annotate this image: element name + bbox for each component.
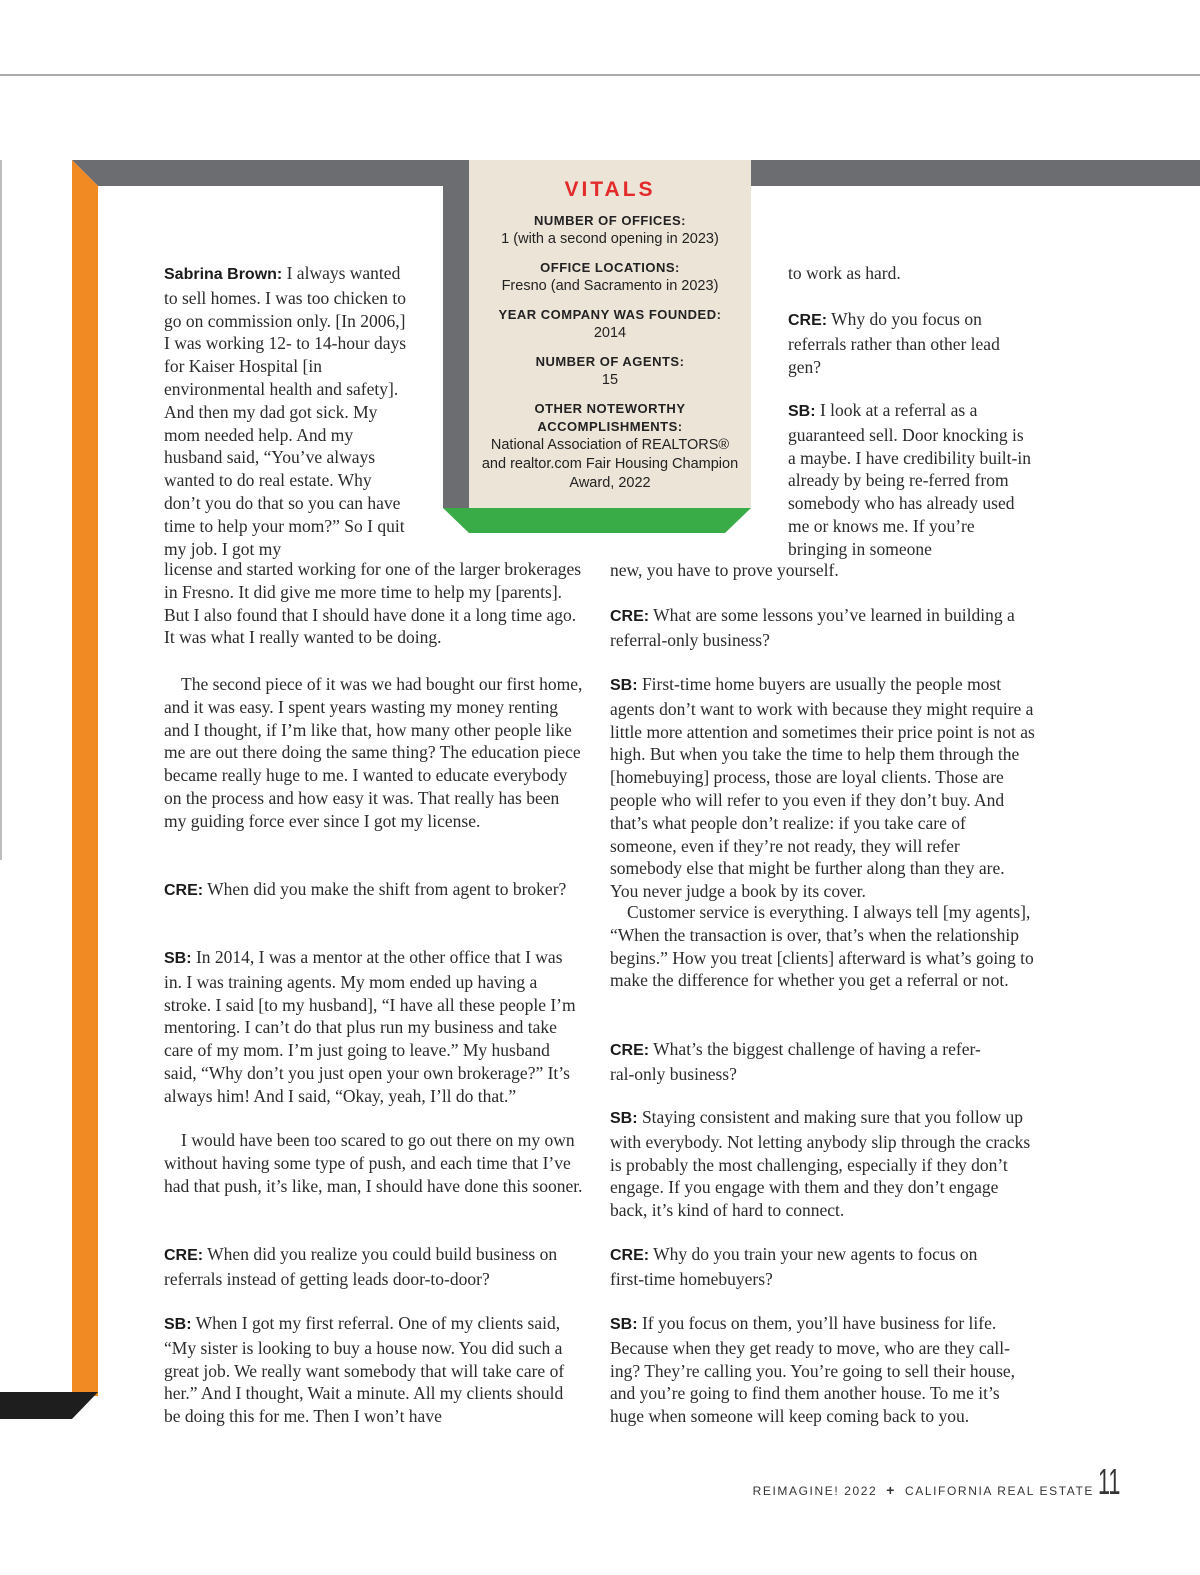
vitals-value: 1 (with a second opening in 2023) — [501, 231, 719, 247]
question-speaker: CRE: — [610, 608, 650, 625]
answer-speaker: SB: — [788, 403, 816, 420]
question-paragraph — [164, 1243, 584, 1291]
answer-speaker: SB: — [610, 1316, 638, 1333]
footer-publication: CALIFORNIA REAL ESTATE — [904, 1484, 1094, 1498]
intro-text-bottom: license and started working for one of the larger brokerages in Fresno. It did give me more time to help my [parents]. But I also found that I should have done it a long time ago. It was what I really wanted to be doing. — [164, 559, 582, 648]
answer-paragraph — [164, 946, 584, 1108]
answer-paragraph — [610, 1312, 1035, 1428]
question-speaker: CRE: — [164, 1247, 204, 1264]
question-paragraph — [610, 1038, 1000, 1086]
question-speaker: CRE: — [610, 1247, 650, 1264]
answer-continued: new, you have to prove yourself. — [610, 560, 839, 580]
answer-speaker: SB: — [164, 950, 192, 967]
frame-orange-strip — [72, 160, 98, 1396]
answer-text: Staying consistent and making sure that you follow up with everybody. Not letting anybody slip through the cracks is probably the most challenging, especially if they don’t engage. If you engage with them and they don’t engage back, it’s kind of hard to connect. — [610, 1107, 1031, 1221]
intro-paragraph-continued — [164, 558, 584, 649]
answer-speaker: SB: — [610, 677, 638, 694]
answer-text: First-time home buyers are usually the people most agents don’t want to work with because they might require a little more attention and sometimes their price point is not as high. But when you take the time to help them through the [homebuying] process, those are loyal clients. Those are people who will refer to you even if they don’t buy. And that’s what people don’t realize: if you take care of someone, even if they’re not ready, they will refer somebody else that might be further along than they are. You never judge a book by its cover. — [610, 674, 1035, 902]
answer-paragraph — [788, 399, 1034, 561]
question-text: Why do you focus on referrals rather than other lead gen? — [788, 309, 1000, 377]
page-footer — [753, 1480, 1094, 1500]
vitals-value: 15 — [601, 372, 619, 388]
question-paragraph — [610, 604, 1035, 652]
question-speaker: CRE: — [788, 312, 828, 329]
vitals-item — [469, 259, 751, 296]
question-paragraph — [164, 878, 584, 903]
vitals-item — [469, 212, 751, 249]
speaker-name: Sabrina Brown: — [164, 266, 283, 283]
answer-continued: to work as hard. — [788, 263, 901, 283]
answer-text: If you focus on them, you’ll have business for life. Because when they get ready to move, who are they call-ing? They’re calling you. You’re going to sell their house, and you’re going to find them another house. To me it’s huge when someone will keep coming back to you. — [610, 1313, 1016, 1427]
vitals-value: National Association of REALTORS® and realtor.com Fair Housing Champion Award, 2022 — [481, 437, 739, 491]
vitals-label: NUMBER OF AGENTS: — [535, 354, 685, 369]
vitals-item — [469, 400, 751, 493]
answer-paragraph: Customer service is everything. I always tell [my agents], “When the transaction is over, that’s when the relationship begins.” How you treat [clients] afterward is what’s going to make the difference for whether you get a referral or not. — [610, 902, 1034, 991]
answer-text: I look at a referral as a guaranteed sell. Door knocking is a maybe. I have credibility built-in already by being re-ferred from somebody who has already used me or knows me. If you’re bringing in someone — [788, 400, 1031, 559]
answer-text: When I got my first referral. One of my clients said, “My sister is looking to buy a house now. You did such a great job. We really want somebody that will take care of her.” And I thought, Wait a minute. All my clients should be doing this for me. Then I won’t have — [164, 1313, 565, 1427]
answer-speaker: SB: — [610, 1110, 638, 1127]
top-rule — [0, 74, 1200, 76]
question-text: Why do you train your new agents to focus on first-time homebuyers? — [610, 1244, 978, 1289]
article-paragraph: The second piece of it was we had bought our first home, and it was easy. I spent years wasting my money renting and I thought, if I’m like that, how many other people like me are out there doing the same thing? The education piece became really huge to me. I wanted to educate everybody on the process and how easy it was. That really has been my guiding force ever since I got my license. — [164, 674, 583, 831]
vitals-box — [469, 160, 751, 508]
answer-paragraph — [610, 673, 1035, 903]
question-speaker: CRE: — [610, 1042, 650, 1059]
vitals-value: 2014 — [593, 325, 627, 341]
vitals-title: VITALS — [564, 178, 656, 201]
answer-text: In 2014, I was a mentor at the other office that I was in. I was training agents. My mom ended up having a stroke. I said [to my husband], “I have all these people I’m mentoring. I can’t do that plus run my business and take care of my mom. I’m just going to leave.” My husband said, “Why don’t you just open your own brokerage?” It’s always him! And I said, “Okay, yeah, I’ll do that.” — [164, 947, 576, 1106]
page-number: 11 — [1098, 1461, 1121, 1502]
question-paragraph — [610, 1243, 1010, 1291]
question-text: When did you make the shift from agent to broker? — [203, 879, 567, 899]
left-edge-line — [0, 160, 2, 860]
intro-paragraph-top — [164, 262, 408, 560]
vitals-label: OFFICE LOCATIONS: — [540, 260, 680, 275]
question-speaker: CRE: — [164, 882, 204, 899]
vitals-item — [469, 353, 751, 390]
vitals-label: OTHER NOTEWORTHY ACCOMPLISHMENTS: — [534, 401, 686, 434]
vitals-box-green-base — [443, 508, 751, 533]
frame-top-bar-left — [72, 160, 469, 186]
question-paragraph — [788, 308, 1028, 378]
footer-plus-icon: + — [886, 1482, 897, 1498]
question-text: When did you realize you could build business on referrals instead of getting leads door-to-door? — [164, 1244, 558, 1289]
question-text: What are some lessons you’ve learned in building a referral-only business? — [610, 605, 1015, 650]
vitals-value: Fresno (and Sacramento in 2023) — [501, 278, 719, 294]
question-text: What’s the biggest challenge of having a refer-ral-only business? — [610, 1039, 981, 1084]
vitals-label: YEAR COMPANY WAS FOUNDED: — [498, 307, 722, 322]
vitals-label: NUMBER OF OFFICES: — [534, 213, 686, 228]
answer-paragraph: I would have been too scared to go out there on my own without having some type of push, and each time that I’ve had that push, it’s like, man, I should have done this sooner. — [164, 1130, 583, 1196]
vitals-item — [469, 306, 751, 343]
answer-speaker: SB: — [164, 1316, 192, 1333]
footer-issue: REIMAGINE! 2022 — [752, 1484, 878, 1498]
intro-text-top: I always wanted to sell homes. I was too chicken to go on commission only. [In 2006,] I was working 12- to 14-hour days for Kaiser Hospital [in environmental health and safety]. And then my dad got sick. My mom needed help. And my husband said, “You’ve always wanted to do real estate. Why don’t you do that so you can have time to help your mom?” So I quit my job. I got my — [164, 263, 407, 559]
answer-paragraph — [610, 1106, 1035, 1222]
vitals-box-shadow — [443, 160, 469, 508]
frame-top-bar-right — [751, 160, 1200, 186]
answer-paragraph — [164, 1312, 584, 1428]
frame-black-foot — [0, 1392, 98, 1419]
